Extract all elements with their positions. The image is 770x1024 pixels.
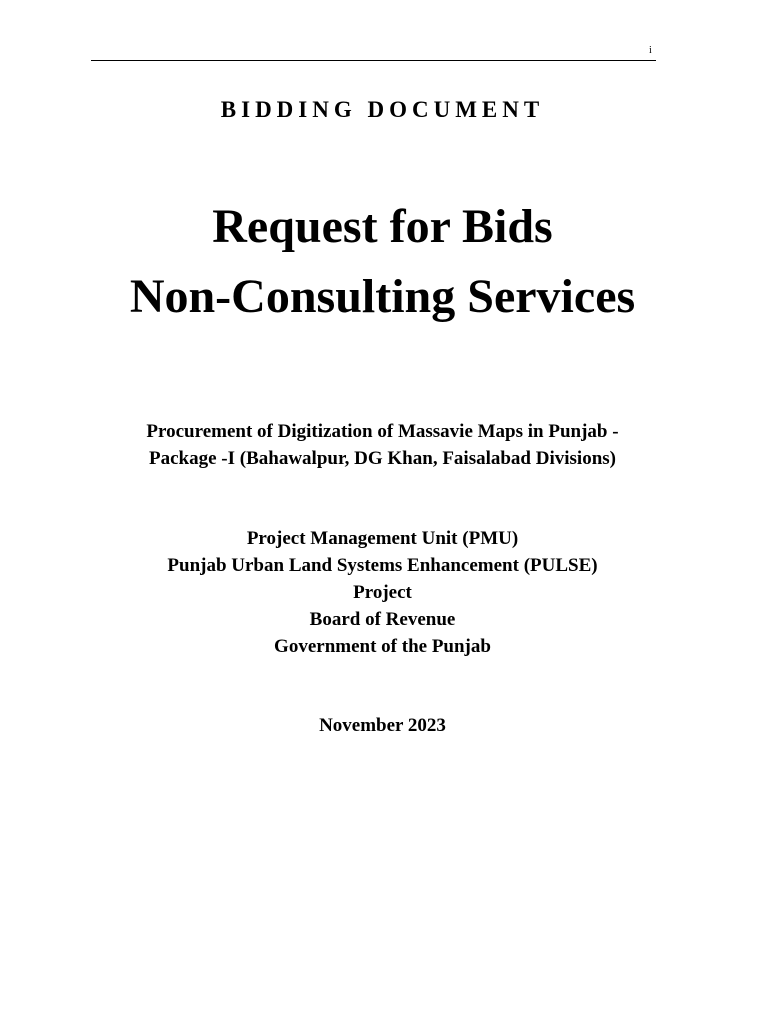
document-label: BIDDING DOCUMENT <box>220 97 545 122</box>
main-title <box>0 192 765 332</box>
agency-line-4: Board of Revenue <box>309 609 456 630</box>
document-date: November 2023 <box>319 715 446 736</box>
header-rule <box>91 60 656 61</box>
agency-line-2: Punjab Urban Land Systems Enhancement (PULSE) <box>167 555 598 576</box>
procurement-description <box>0 418 765 472</box>
agency-line-3: Project <box>353 582 412 603</box>
issuing-agency <box>0 525 765 660</box>
title-line-1: Request for Bids <box>212 200 553 253</box>
agency-line-1: Project Management Unit (PMU) <box>246 528 519 549</box>
title-line-2: Non-Consulting Services <box>129 270 636 323</box>
procurement-line-1: Procurement of Digitization of Massavie Maps in Punjab - <box>146 421 619 442</box>
agency-line-5: Government of the Punjab <box>274 636 491 657</box>
procurement-line-2: Package -I (Bahawalpur, DG Khan, Faisalabad Divisions) <box>149 448 616 469</box>
page-number: i <box>649 45 652 56</box>
